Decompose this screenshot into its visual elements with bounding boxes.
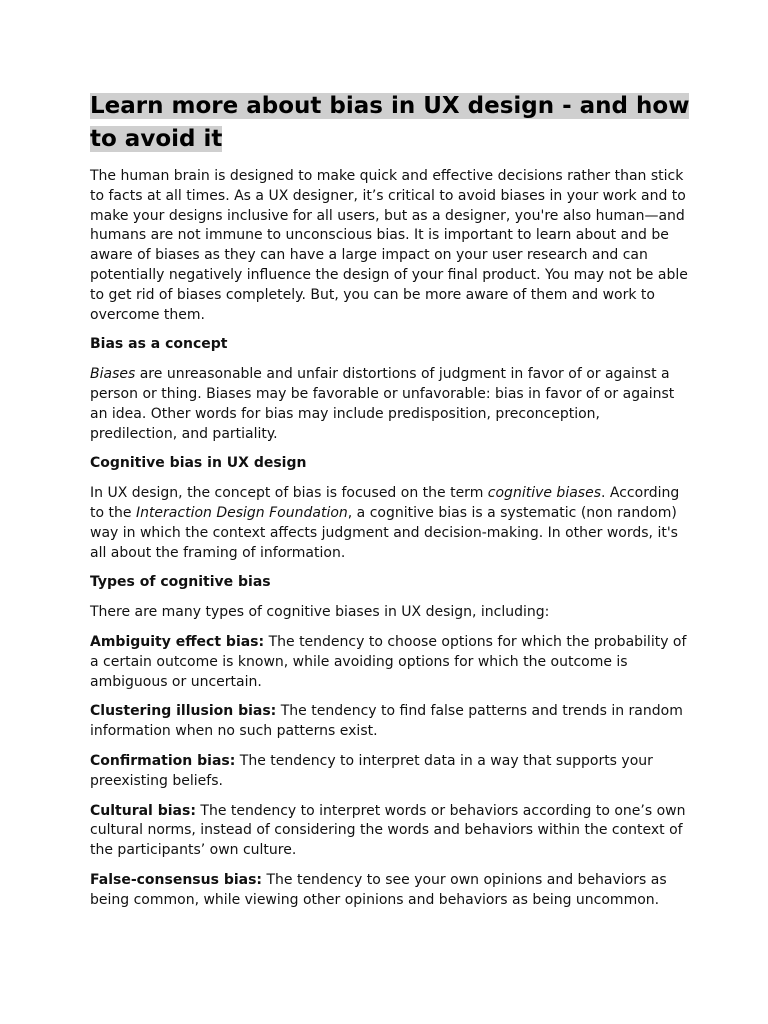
bias-type-item	[90, 752, 690, 792]
term-biases: Biases	[90, 366, 136, 383]
intro-paragraph: The human brain is designed to make quick and effective decisions rather than stick to facts at all times. As a UX designer, it’s critical to avoid biases in your work and to make your designs inclusive for all users, but as a designer, you're also human—and humans are not immune to unconscious bias. It is important to learn about and be aware of biases as they can have a large impact on your user research and can potentially negatively influence the design of your final product. You may not be able to get rid of biases completely. But, you can be more aware of them and work to overcome them.	[90, 168, 688, 323]
bias-concept-body: are unreasonable and unfair distortions of judgment in favor of or against a person or thing. Biases may be favorable or unfavorable: bias in favor of or against an idea. Other words for bias may include predisposition, preconception, predilection, and partiality.	[90, 366, 675, 442]
bias-type-description: The tendency to interpret words or behaviors according to one’s own cultural norms, instead of considering the words and behaviors within the context of the participants’ own culture.	[90, 802, 686, 859]
cognitive-bias-text-2: . According to the	[90, 485, 680, 521]
section-heading-bias-concept: Bias as a concept	[90, 336, 228, 353]
bias-type-description: The tendency to interpret data in a way that supports your preexisting beliefs.	[90, 752, 653, 789]
bias-type-term: Confirmation bias:	[90, 752, 236, 769]
term-cognitive-biases: cognitive biases	[487, 485, 601, 502]
bias-type-term: Ambiguity effect bias:	[90, 633, 265, 650]
document-page	[90, 90, 690, 921]
bias-type-term: Clustering illusion bias:	[90, 703, 277, 720]
section-heading-types: Types of cognitive bias	[90, 574, 271, 591]
document-title	[90, 90, 690, 156]
document-title-text: Learn more about bias in UX design - and how to avoid it	[90, 93, 690, 152]
cognitive-bias-paragraph	[90, 484, 690, 563]
bias-type-description: The tendency to choose options for which the probability of a certain outcome is known, while avoiding options for which the outcome is ambiguous or uncertain.	[90, 633, 687, 690]
term-interaction-design-foundation: Interaction Design Foundation	[135, 504, 348, 521]
bias-type-description: The tendency to see your own opinions and behaviors as being common, while viewing other opinions and behaviors as being uncommon.	[90, 871, 667, 908]
types-lead-paragraph: There are many types of cognitive biases in UX design, including:	[90, 604, 550, 621]
section-heading-cognitive-bias: Cognitive bias in UX design	[90, 455, 307, 472]
bias-type-item	[90, 871, 690, 911]
bias-type-term: Cultural bias:	[90, 802, 196, 819]
bias-type-description: The tendency to find false patterns and trends in random information when no such patterns exist.	[90, 703, 683, 740]
cognitive-bias-text-3: , a cognitive bias is a systematic (non random) way in which the context affects judgment and decision-making. In other words, it's all about the framing of information.	[90, 504, 678, 561]
bias-concept-paragraph	[90, 365, 690, 444]
bias-type-item	[90, 633, 690, 692]
cognitive-bias-text-1: In UX design, the concept of bias is focused on the term	[90, 485, 488, 502]
bias-type-item	[90, 802, 690, 861]
bias-type-item	[90, 702, 690, 742]
bias-type-term: False-consensus bias:	[90, 871, 263, 888]
